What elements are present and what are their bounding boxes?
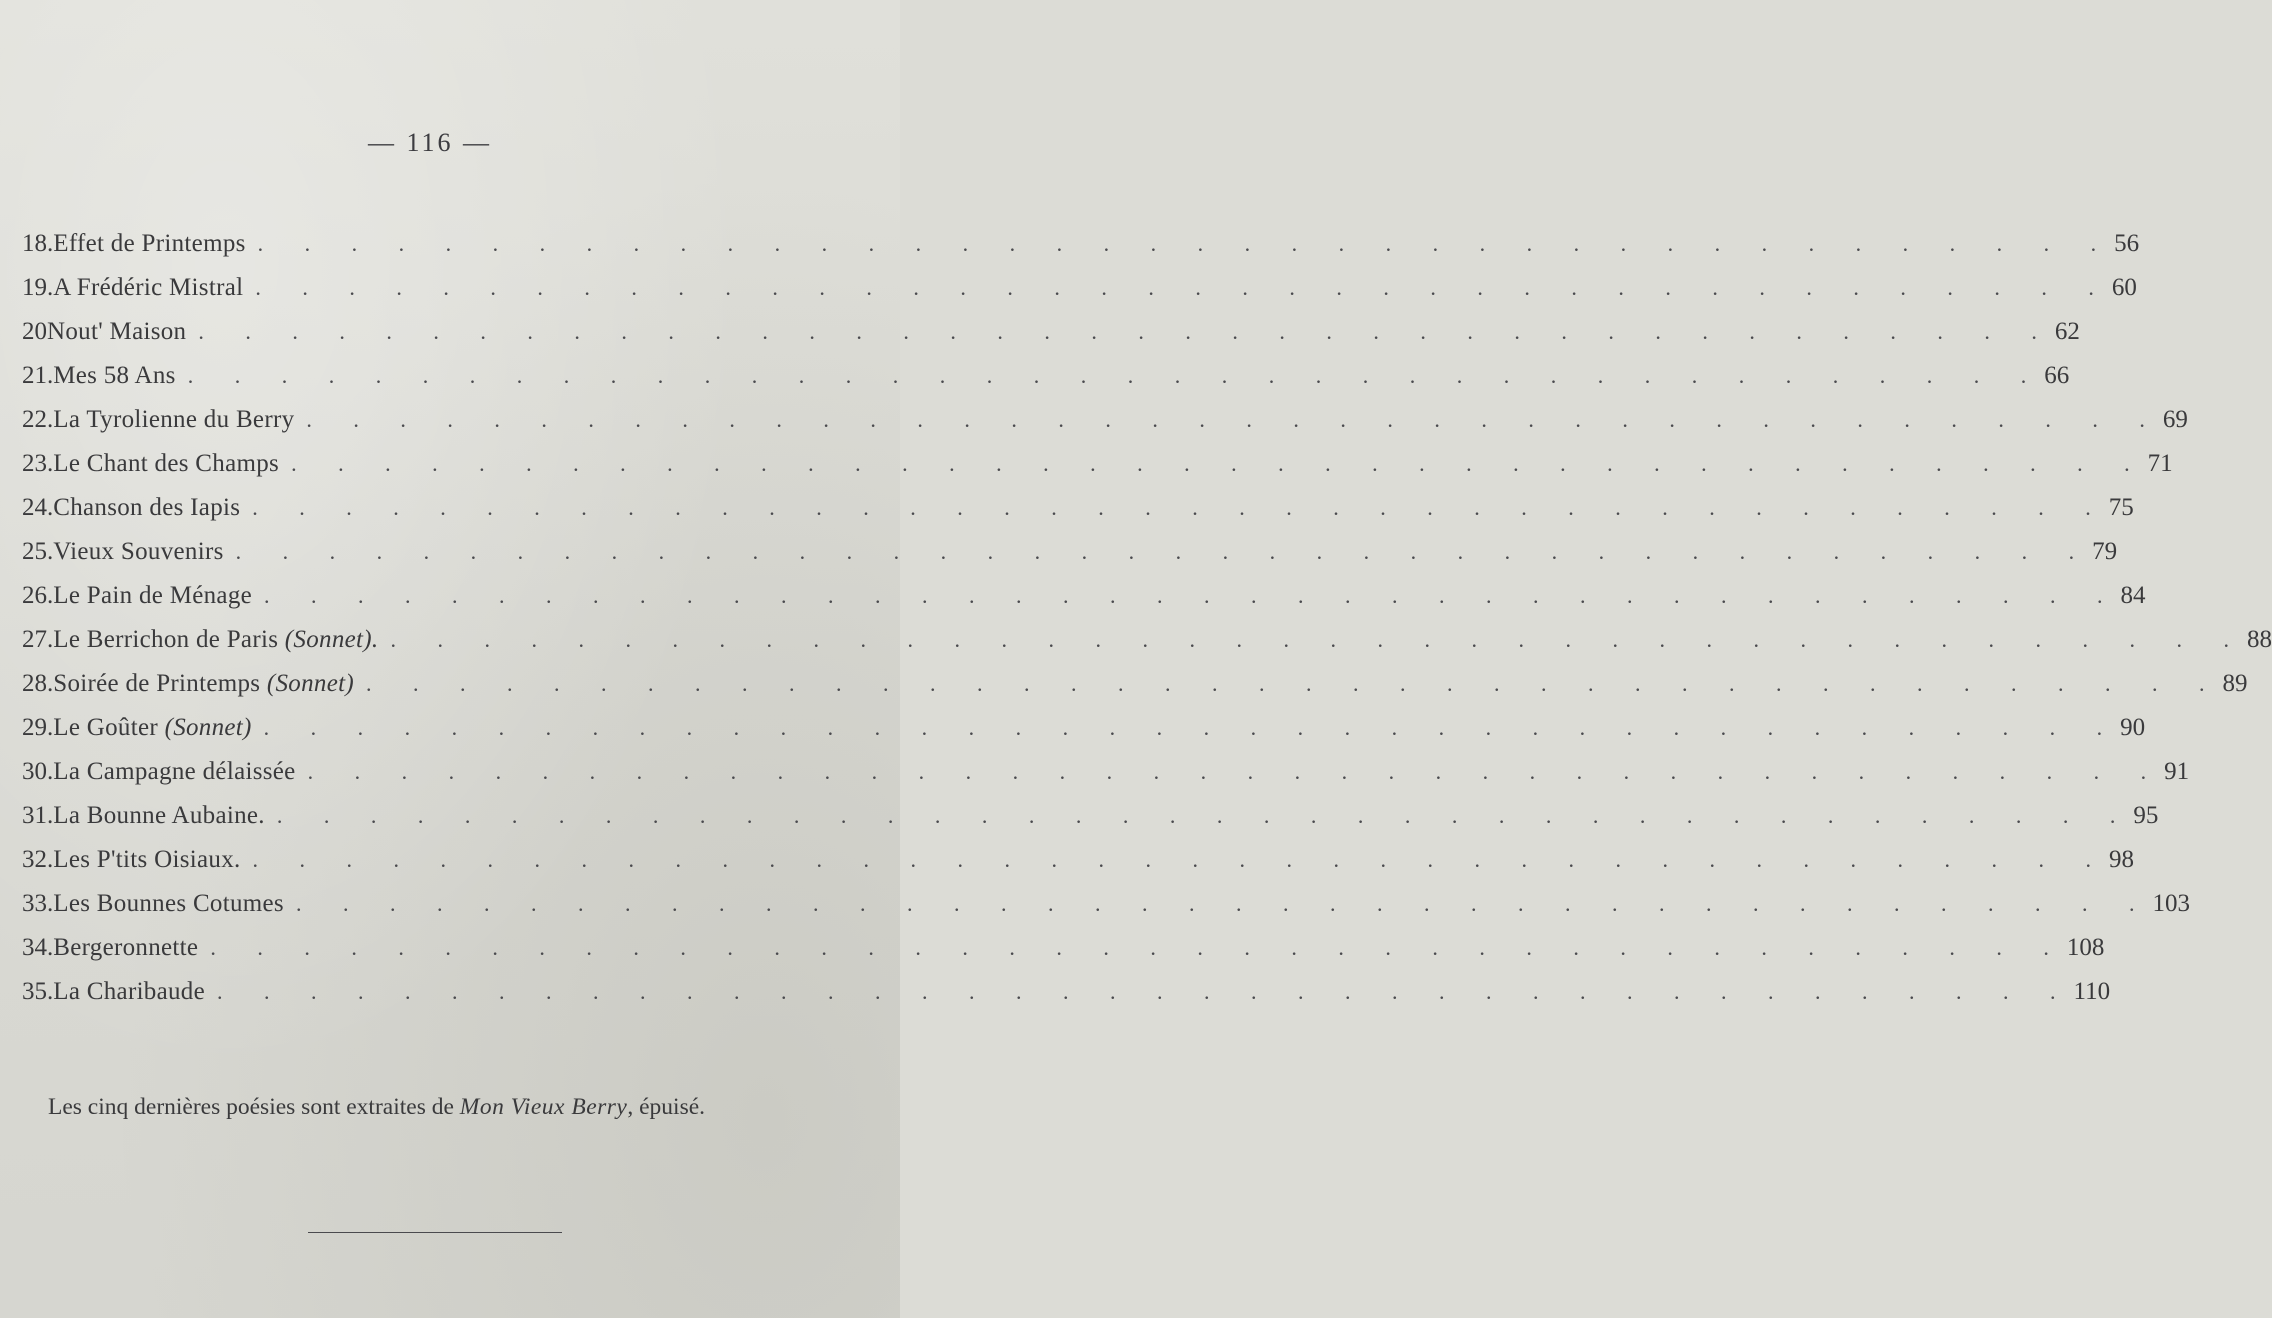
toc-entry-25: [22, 530, 2118, 574]
entry-title-text: La Charibaude: [53, 978, 206, 1005]
entry-title: [53, 442, 283, 486]
entry-number: 34.: [22, 934, 54, 961]
entry-number: 26.: [22, 582, 54, 609]
dot-leader: . . . . . . . . . . . . . . . . . . . . . . . . . . . . . . . . . . . . . . . .: [276, 803, 2134, 828]
dot-leader: . . . . . . . . . . . . . . . . . . . . . . . . . . . . . . . . . . . . . . . .: [390, 627, 2247, 652]
entry-title: [53, 266, 247, 310]
toc-entry-32: [22, 838, 2135, 882]
entry-number: 32.: [22, 846, 54, 873]
entry-note: (Sonnet): [266, 670, 354, 697]
entry-title-text: Chanson des Iapis: [53, 494, 241, 521]
entry-number: 23.: [22, 450, 54, 477]
entry-page: 95: [2133, 802, 2159, 829]
dot-leader: . . . . . . . . . . . . . . . . . . . . . . . . . . . . . . . . . . . . . . . .: [187, 363, 2045, 388]
toc-entry-23: [22, 442, 2173, 486]
entry-title: [47, 310, 190, 354]
entry-title-text: Le Berrichon de Paris: [53, 626, 279, 653]
entry-title-text: A Frédéric Mistral: [53, 274, 244, 301]
dot-leader: . . . . . . . . . . . . . . . . . . . . . . . . . . . . . . . . . . . . . . . .: [255, 275, 2112, 300]
entry-title: [53, 398, 298, 442]
dot-leader: . . . . . . . . . . . . . . . . . . . . . . . . . . . . . . . . . . . . . . . .: [263, 715, 2121, 740]
dot-leader: . . . . . . . . . . . . . . . . . . . . . . . . . . . . . . . . . . . . . . . .: [257, 231, 2115, 256]
toc-entry-28: [22, 662, 2248, 706]
closing-rule: [308, 1232, 562, 1233]
toc-entry-29: [22, 706, 2146, 750]
entry-page: 66: [2044, 362, 2070, 389]
toc-entry-22: [22, 398, 2188, 442]
toc-entry-33: [22, 882, 2190, 926]
entry-title-text: Les Bounnes Cotumes: [53, 890, 284, 917]
toc-entry-26: [22, 574, 2146, 618]
toc-entry-35: [22, 970, 2111, 1014]
entry-page: 62: [2054, 318, 2080, 345]
entry-number: 29.: [22, 714, 54, 741]
entry-number: 20: [22, 318, 47, 345]
dot-leader: . . . . . . . . . . . . . . . . . . . . . . . . . . . . . . . . . . . . . . . .: [306, 407, 2163, 432]
entry-page: 88: [2246, 626, 2272, 653]
entry-title-text: Effet de Printemps: [53, 230, 246, 257]
entry-title-text: Le Pain de Ménage: [53, 582, 253, 609]
entry-number: 24.: [22, 494, 54, 521]
entry-number: 30.: [22, 758, 54, 785]
entry-title-text: La Tyrolienne du Berry: [53, 406, 295, 433]
entry-title-text: Mes 58 Ans: [53, 362, 176, 389]
dot-leader: . . . . . . . . . . . . . . . . . . . . . . . . . . . . . . . . . . . . . . . .: [291, 451, 2148, 476]
footnote-suffix: , épuisé.: [627, 1093, 706, 1120]
entry-title: [53, 530, 227, 574]
entry-page: 108: [2066, 934, 2105, 961]
dot-leader: . . . . . . . . . . . . . . . . . . . . . . . . . . . . . . . . . . . . . . . .: [264, 583, 2121, 608]
entry-title-text: Vieux Souvenirs: [53, 538, 224, 565]
entry-page: 75: [2108, 494, 2134, 521]
dot-leader: . . . . . . . . . . . . . . . . . . . . . . . . . . . . . . . . . . . . . . . .: [235, 539, 2093, 564]
entry-title-text: Les P'tits Oisiaux.: [53, 846, 241, 873]
entry-title-text: Soirée de Printemps: [53, 670, 261, 697]
toc-entry-30: [22, 750, 2190, 794]
entry-title: [53, 486, 244, 530]
entry-title: [53, 354, 179, 398]
entry-title: [53, 794, 269, 838]
entry-page: 60: [2111, 274, 2137, 301]
dot-leader: . . . . . . . . . . . . . . . . . . . . . . . . . . . . . . . . . . . . . . . .: [295, 891, 2153, 916]
entry-number: 33.: [22, 890, 54, 917]
entry-title: [53, 574, 256, 618]
entry-title-text: Nout' Maison: [47, 318, 187, 345]
entry-title: [53, 662, 358, 706]
footnote-book-title: Mon Vieux Berry: [459, 1093, 628, 1120]
entry-number: 35.: [22, 978, 54, 1005]
entry-page: 91: [2164, 758, 2190, 785]
entry-title-text: Bergeronnette: [53, 934, 199, 961]
entry-page: 98: [2109, 846, 2135, 873]
entry-number: 21.: [22, 362, 54, 389]
dot-leader: . . . . . . . . . . . . . . . . . . . . . . . . . . . . . . . . . . . . . . . .: [217, 979, 2074, 1004]
entry-title: [53, 222, 249, 266]
entry-title: [53, 838, 244, 882]
toc-entry-31: [22, 794, 2159, 838]
entry-title: [53, 706, 255, 750]
entry-note: (Sonnet): [164, 714, 252, 741]
entry-page: 84: [2120, 582, 2146, 609]
toc-entry-19: [22, 266, 2137, 310]
entry-title-text: La Campagne délaissée: [53, 758, 296, 785]
entry-page: 90: [2120, 714, 2146, 741]
entry-page: 69: [2162, 406, 2188, 433]
entry-page: 71: [2147, 450, 2173, 477]
toc-entry-21: [22, 354, 2070, 398]
entry-number: 27.: [22, 626, 54, 653]
entry-number: 22.: [22, 406, 54, 433]
toc-entry-20: [22, 310, 2080, 354]
entry-page: 79: [2092, 538, 2118, 565]
footnote-text: Les cinq dernières poésies sont extraites de: [48, 1093, 460, 1120]
entry-title: [53, 618, 382, 662]
table-of-contents: [22, 222, 2272, 1014]
toc-entry-18: [22, 222, 2140, 266]
entry-title: [53, 750, 299, 794]
dot-leader: . . . . . . . . . . . . . . . . . . . . . . . . . . . . . . . . . . . . . . . .: [307, 759, 2165, 784]
entry-number: 18.: [22, 230, 54, 257]
entry-page: 103: [2152, 890, 2190, 917]
entry-title: [53, 926, 202, 970]
dot-leader: . . . . . . . . . . . . . . . . . . . . . . . . . . . . . . . . . . . . . . . .: [365, 671, 2223, 696]
toc-entry-24: [22, 486, 2134, 530]
dot-leader: . . . . . . . . . . . . . . . . . . . . . . . . . . . . . . . . . . . . . . . .: [198, 319, 2055, 344]
entry-page: 89: [2222, 670, 2248, 697]
entry-number: 28.: [22, 670, 54, 697]
entry-title-text: La Bounne Aubaine.: [53, 802, 265, 829]
dot-leader: . . . . . . . . . . . . . . . . . . . . . . . . . . . . . . . . . . . . . . . .: [252, 495, 2109, 520]
entry-number: 25.: [22, 538, 54, 565]
dot-leader: . . . . . . . . . . . . . . . . . . . . . . . . . . . . . . . . . . . . . . . .: [210, 935, 2067, 960]
entry-page: 56: [2114, 230, 2140, 257]
dot-leader: . . . . . . . . . . . . . . . . . . . . . . . . . . . . . . . . . . . . . . . .: [252, 847, 2110, 872]
entry-title: [53, 970, 209, 1014]
entry-title-text: Le Goûter: [53, 714, 158, 741]
entry-page: 110: [2073, 978, 2111, 1005]
entry-title-text: Le Chant des Champs: [53, 450, 280, 477]
entry-number: 31.: [22, 802, 54, 829]
entry-title: [53, 882, 288, 926]
entry-note: (Sonnet).: [284, 626, 379, 653]
toc-entry-27: [22, 618, 2272, 662]
footnote: [48, 1094, 878, 1121]
page-number: — 116 —: [367, 128, 493, 157]
entry-number: 19.: [22, 274, 54, 301]
toc-entry-34: [22, 926, 2105, 970]
